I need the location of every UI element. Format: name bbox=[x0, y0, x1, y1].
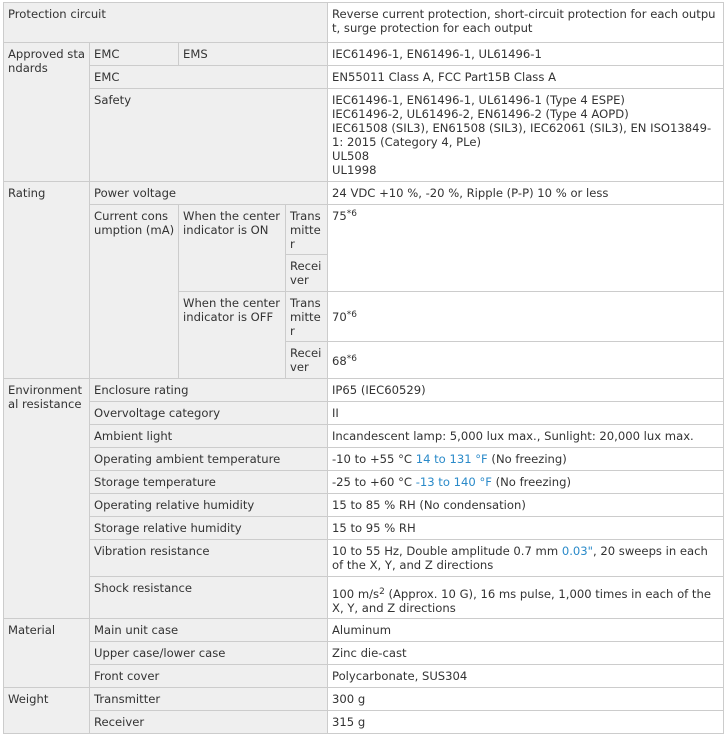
overvoltage-value: II bbox=[328, 402, 724, 425]
operating-humidity-value: 15 to 85 % RH (No condensation) bbox=[328, 494, 724, 517]
storage-humidity-label: Storage relative humidity bbox=[90, 517, 328, 540]
shock-value-unit: 100 m/s bbox=[332, 587, 380, 601]
emc-row bbox=[4, 66, 724, 89]
operating-temperature-label: Operating ambient temperature bbox=[90, 448, 328, 471]
on-receiver-label: Receiver bbox=[286, 255, 328, 292]
current-on-transmitter-row bbox=[4, 205, 724, 255]
weight-transmitter-label: Transmitter bbox=[90, 688, 328, 711]
power-voltage-value: 24 VDC +10 %, -20 %, Ripple (P-P) 10 % or less bbox=[328, 182, 724, 205]
vibration-label: Vibration resistance bbox=[90, 540, 328, 577]
overvoltage-row bbox=[4, 402, 724, 425]
front-cover-value: Polycarbonate, SUS304 bbox=[328, 665, 724, 688]
vibration-value-metric: 10 to 55 Hz, Double amplitude 0.7 mm bbox=[332, 544, 562, 558]
emc-label: EMC bbox=[90, 43, 179, 66]
storage-temperature-celsius: -25 to +60 °C bbox=[332, 475, 416, 489]
ambient-light-value: Incandescent lamp: 5,000 lux max., Sunlight: 20,000 lux max. bbox=[328, 425, 724, 448]
emc-emission-value: EN55011 Class A, FCC Part15B Class A bbox=[328, 66, 724, 89]
ambient-light-label: Ambient light bbox=[90, 425, 328, 448]
current-off-transmitter-number: 70 bbox=[332, 310, 347, 324]
front-cover-label: Front cover bbox=[90, 665, 328, 688]
current-off-receiver-number: 68 bbox=[332, 353, 347, 368]
operating-temperature-value bbox=[328, 448, 724, 471]
shock-label: Shock resistance bbox=[90, 577, 328, 619]
weight-transmitter-row bbox=[4, 688, 724, 711]
shock-row bbox=[4, 577, 724, 619]
safety-line: IEC61508 (SIL3), EN61508 (SIL3), IEC62061 (SIL3), EN ISO13849-1: 2015 (Category 4, PLe) bbox=[332, 121, 712, 149]
current-consumption-label: Current consumption (mA) bbox=[90, 205, 179, 379]
operating-humidity-row bbox=[4, 494, 724, 517]
shock-value-exponent: 2 bbox=[379, 587, 385, 597]
safety-line: UL508 bbox=[332, 149, 370, 163]
main-case-label: Main unit case bbox=[90, 619, 328, 642]
vibration-value bbox=[328, 540, 724, 577]
front-cover-row bbox=[4, 665, 724, 688]
current-off-receiver-value bbox=[328, 342, 724, 379]
operating-temperature-row bbox=[4, 448, 724, 471]
safety-line: IEC61496-1, EN61496-1, UL61496-1 (Type 4 ESPE) bbox=[332, 93, 625, 107]
safety-row bbox=[4, 89, 724, 182]
shock-value bbox=[328, 577, 724, 619]
specifications-table bbox=[3, 2, 724, 734]
current-off-transmitter-value bbox=[328, 292, 724, 342]
protection-value: Reverse current protection, short-circuit protection for each output, surge protection for each output bbox=[328, 3, 724, 43]
storage-temperature-fahrenheit: -13 to 140 °F bbox=[415, 475, 492, 489]
ems-row bbox=[4, 43, 724, 66]
enclosure-label: Enclosure rating bbox=[90, 379, 328, 402]
vibration-value-inch: 0.03" bbox=[561, 544, 593, 558]
vibration-row bbox=[4, 540, 724, 577]
footnote-marker: *6 bbox=[346, 209, 357, 219]
storage-temperature-row bbox=[4, 471, 724, 494]
enclosure-value: IP65 (IEC60529) bbox=[328, 379, 724, 402]
footnote-marker: *6 bbox=[346, 353, 357, 364]
protection-row bbox=[4, 3, 724, 43]
weight-transmitter-value: 300 g bbox=[328, 688, 724, 711]
storage-humidity-row bbox=[4, 517, 724, 540]
weight-receiver-value: 315 g bbox=[328, 711, 724, 734]
weight-label: Weight bbox=[4, 688, 90, 734]
safety-line: UL1998 bbox=[332, 163, 377, 177]
off-transmitter-label: Transmitter bbox=[286, 292, 328, 342]
power-voltage-row bbox=[4, 182, 724, 205]
indicator-off-label: When the center indicator is OFF bbox=[179, 292, 286, 379]
main-case-row bbox=[4, 619, 724, 642]
protection-label: Protection circuit bbox=[4, 3, 328, 43]
material-label: Material bbox=[4, 619, 90, 688]
safety-value bbox=[328, 89, 724, 182]
enclosure-row bbox=[4, 379, 724, 402]
on-transmitter-label: Transmitter bbox=[286, 205, 328, 255]
footnote-marker: *6 bbox=[346, 310, 357, 320]
operating-temperature-fahrenheit: 14 to 131 °F bbox=[415, 452, 488, 466]
power-voltage-label: Power voltage bbox=[90, 182, 328, 205]
storage-temperature-label: Storage temperature bbox=[90, 471, 328, 494]
off-receiver-label: Receiver bbox=[286, 342, 328, 379]
vibration-value-detail: , 20 sweeps in each of the X, Y, and Z directions bbox=[332, 544, 708, 572]
safety-label: Safety bbox=[90, 89, 328, 182]
emc-emission-label: EMC bbox=[90, 66, 328, 89]
overvoltage-label: Overvoltage category bbox=[90, 402, 328, 425]
approved-standards-label: Approved standards bbox=[4, 43, 90, 182]
safety-line: IEC61496-2, UL61496-2, EN61496-2 (Type 4 AOPD) bbox=[332, 107, 629, 121]
ambient-light-row bbox=[4, 425, 724, 448]
upper-lower-case-label: Upper case/lower case bbox=[90, 642, 328, 665]
upper-lower-case-row bbox=[4, 642, 724, 665]
weight-receiver-row bbox=[4, 711, 724, 734]
storage-humidity-value: 15 to 95 % RH bbox=[328, 517, 724, 540]
ems-value: IEC61496-1, EN61496-1, UL61496-1 bbox=[328, 43, 724, 66]
operating-temperature-celsius: -10 to +55 °C bbox=[332, 452, 416, 466]
operating-temperature-note: (No freezing) bbox=[487, 452, 567, 466]
rating-label: Rating bbox=[4, 182, 90, 379]
main-case-value: Aluminum bbox=[328, 619, 724, 642]
storage-temperature-value bbox=[328, 471, 724, 494]
environmental-resistance-label: Environmental resistance bbox=[4, 379, 90, 619]
current-on-value bbox=[328, 205, 724, 292]
upper-lower-case-value: Zinc die-cast bbox=[328, 642, 724, 665]
shock-value-detail: (Approx. 10 G), 16 ms pulse, 1,000 times in each of the X, Y, and Z directions bbox=[332, 587, 711, 615]
weight-receiver-label: Receiver bbox=[90, 711, 328, 734]
current-on-number: 75 bbox=[332, 209, 347, 223]
operating-humidity-label: Operating relative humidity bbox=[90, 494, 328, 517]
storage-temperature-note: (No freezing) bbox=[491, 475, 571, 489]
ems-label: EMS bbox=[179, 43, 328, 66]
indicator-on-label: When the center indicator is ON bbox=[179, 205, 286, 292]
